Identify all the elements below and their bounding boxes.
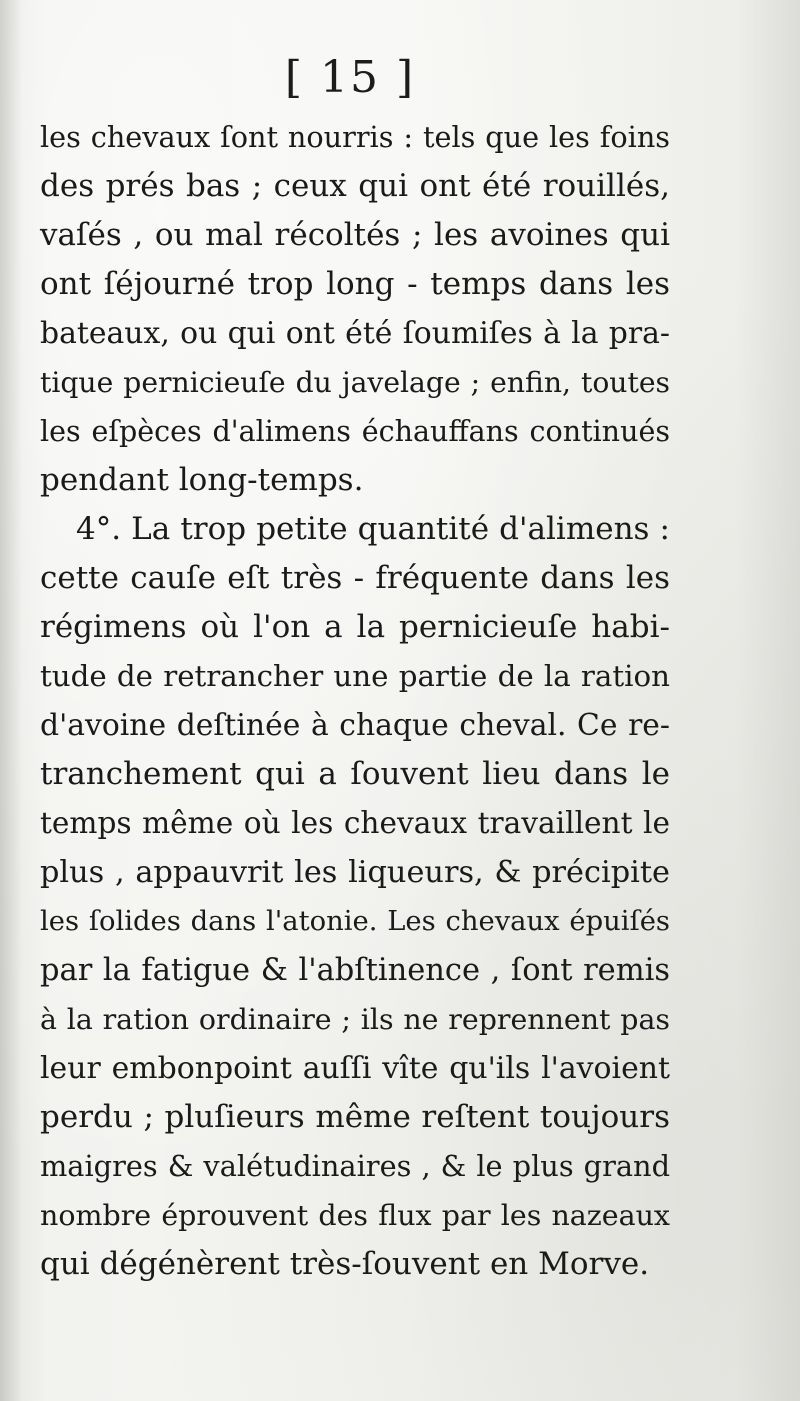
text-line: 4°. La trop petite quantité d'alimens :	[76, 511, 670, 547]
text-line: cette cauſe eſt très - fréquente dans les	[40, 560, 670, 596]
text-line: ont ſéjourné trop long - temps dans les	[40, 266, 670, 302]
text-line: par la fatigue & l'abſtinence , ſont remis	[40, 953, 670, 988]
text-line: bateaux, ou qui ont été ſoumiſes à la pra-	[40, 316, 670, 351]
text-line: pendant long-temps.	[40, 462, 364, 498]
text-line: perdu ; pluſieurs même reſtent toujours	[40, 1099, 670, 1135]
text-line: régimens où l'on a la pernicieuſe habi-	[40, 609, 670, 645]
text-line: leur embonpoint auſſi vîte qu'ils l'avoient	[40, 1051, 670, 1086]
text-line: les ſolides dans l'atonie. Les chevaux épuiſés	[40, 906, 670, 937]
page-number: [ 15 ]	[284, 52, 416, 103]
text-line: temps même où les chevaux travaillent le	[40, 806, 670, 840]
text-line: maigres & valétudinaires , & le plus grand	[40, 1149, 670, 1183]
text-line: les chevaux ſont nourris : tels que les foins	[40, 120, 670, 154]
text-line: des prés bas ; ceux qui ont été rouillés,	[40, 168, 670, 204]
text-line: vaſés , ou mal récoltés ; les avoines qui	[40, 217, 670, 253]
page-gutter-shadow	[0, 0, 22, 1401]
text-line: tude de retrancher une partie de la ration	[40, 659, 670, 693]
text-line: tique pernicieuſe du javelage ; enfin, toutes	[40, 366, 670, 399]
text-line: d'avoine deſtinée à chaque cheval. Ce re-	[40, 708, 670, 743]
text-line: plus , appauvrit les liqueurs, & précipite	[40, 855, 670, 890]
text-line: à la ration ordinaire ; ils ne reprennent pas	[40, 1003, 670, 1036]
text-line: qui dégénèrent très-ſouvent en Morve.	[40, 1246, 650, 1282]
text-line: tranchement qui a ſouvent lieu dans le	[40, 756, 670, 792]
body-text	[40, 113, 670, 1289]
text-line: nombre éprouvent des flux par les nazeaux	[40, 1199, 670, 1232]
text-line: les eſpèces d'alimens échauffans continués	[40, 414, 670, 448]
